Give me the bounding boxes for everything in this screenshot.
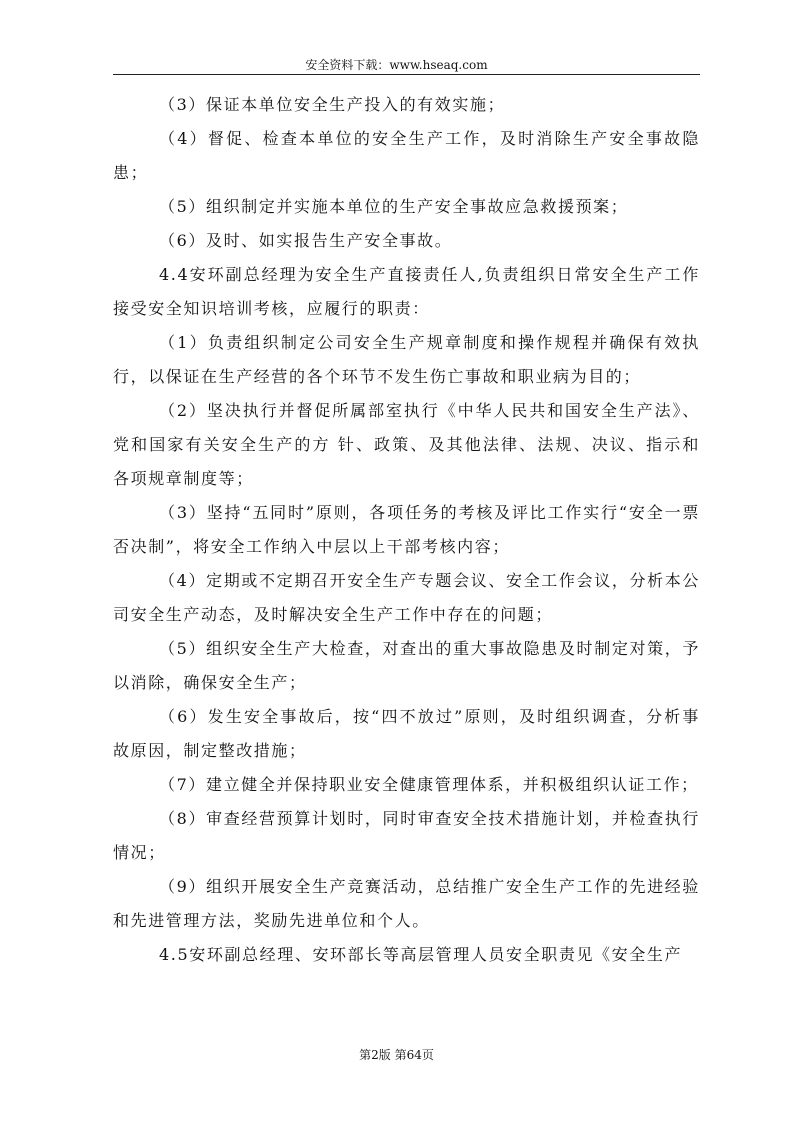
paragraph: （3）保证本单位安全生产投入的有效实施；	[159, 95, 506, 114]
paragraph: （4）定期或不定期召开安全生产专题会议、安全工作会议，分析本公司安全生产动态，及时解决安全生产工作中存在的问题；	[113, 571, 700, 624]
page-footer: 第2版 第64页	[359, 1048, 434, 1062]
paragraph: （5）组织制定并实施本单位的生产安全事故应急救援预案；	[159, 197, 629, 216]
paragraph: （6）及时、如实报告生产安全事故。	[159, 231, 453, 250]
paragraph: （8）审查经营预算计划时，同时审查安全技术措施计划，并检查执行情况；	[113, 809, 700, 862]
paragraph: （7）建立健全并保持职业安全健康管理体系，并积极组织认证工作；	[159, 775, 699, 794]
paragraph: （3）坚持“五同时”原则，各项任务的考核及评比工作实行“安全一票否决制”，将安全工作纳入中层以上干部考核内容；	[113, 503, 700, 556]
document-body	[113, 88, 700, 972]
section-paragraph: 4.5安环副总经理、安环部长等高层管理人员安全职责见《安全生产	[159, 945, 683, 964]
paragraph: （1）负责组织制定公司安全生产规章制度和操作规程并确保有效执行，以保证在生产经营的各个环节不发生伤亡事故和职业病为目的；	[113, 333, 700, 386]
paragraph: （2）坚决执行并督促所属部室执行《中华人民共和国安全生产法》、党和国家有关安全生产的方 针、政策、及其他法律、法规、决议、指示和各项规章制度等；	[113, 401, 700, 488]
page-header: 安全资料下载：www.hseaq.com	[305, 58, 488, 72]
section-paragraph: 4.4安环副总经理为安全生产直接责任人,负责组织日常安全生产工作接受安全知识培训考核，应履行的职责：	[113, 265, 700, 318]
paragraph: （4）督促、检查本单位的安全生产工作，及时消除生产安全事故隐患；	[113, 129, 700, 182]
header-divider	[113, 74, 700, 75]
paragraph: （5）组织安全生产大检查，对查出的重大事故隐患及时制定对策，予以消除，确保安全生产；	[113, 639, 700, 692]
paragraph: （6）发生安全事故后，按“四不放过”原则，及时组织调查，分析事故原因，制定整改措施；	[113, 707, 700, 760]
paragraph: （9）组织开展安全生产竞赛活动，总结推广安全生产工作的先进经验和先进管理方法，奖励先进单位和个人。	[113, 877, 700, 930]
